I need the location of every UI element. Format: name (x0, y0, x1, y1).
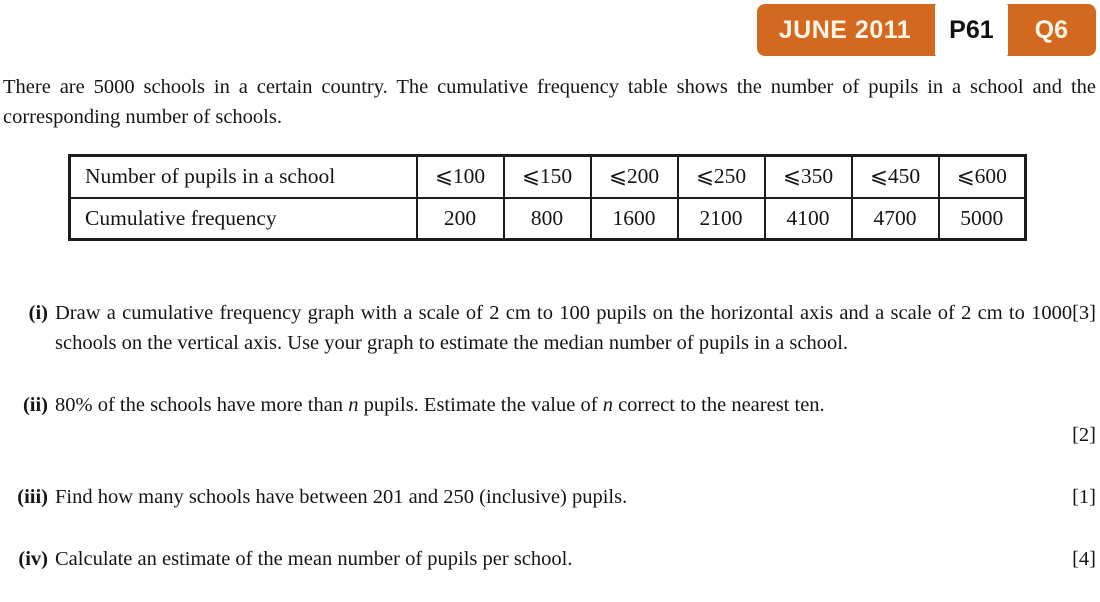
badge-question-label: Q6 (1034, 15, 1068, 44)
part-text: Draw a cumulative frequency graph with a scale of 2 cm to 100 pupils on the horizontal axis and a scale of 2 cm to 1000 schools on the vertical axis. Use your graph to estimate the median number of pupils in a school. (55, 302, 1073, 354)
part-body (55, 544, 1096, 574)
table-cell: 4100 (765, 198, 852, 240)
table-cell: 800 (504, 198, 591, 240)
table-cell: ⩽100 (417, 156, 504, 198)
part-text: 80% of the schools have more than n pupils. Estimate the value of n correct to the nearest ten. (55, 394, 825, 416)
table-cell: 2100 (678, 198, 765, 240)
marks-badge: [4] (1072, 548, 1096, 570)
question-part-ii (0, 390, 1096, 450)
part-text: Find how many schools have between 201 and 250 (inclusive) pupils. (55, 486, 628, 508)
row-header-pupils: Number of pupils in a school (70, 156, 417, 198)
table-cell: ⩽600 (939, 156, 1026, 198)
table-cell: 1600 (591, 198, 678, 240)
part-label: (iv) (18, 548, 48, 570)
badge-session-label: JUNE 2011 (778, 15, 912, 44)
part-label: (iii) (17, 486, 48, 508)
part-body (55, 390, 1096, 450)
intro-paragraph: There are 5000 schools in a certain country. The cumulative frequency table shows the number of pupils in a school and the corresponding number of schools. (3, 76, 1096, 128)
table-cell: ⩽250 (678, 156, 765, 198)
table-row-pupils (70, 156, 1026, 198)
badge-paper-label: P61 (935, 4, 1007, 56)
table-cell: ⩽150 (504, 156, 591, 198)
part-label: (ii) (22, 394, 48, 416)
marks-badge: [2] (1072, 424, 1096, 446)
part-text: Calculate an estimate of the mean number of pupils per school. (55, 548, 573, 570)
marks-badge: [3] (1072, 302, 1096, 324)
session-badge (757, 4, 1096, 56)
table-cell: 4700 (852, 198, 939, 240)
table-cell: 200 (417, 198, 504, 240)
table-row-frequency (70, 198, 1026, 240)
row-header-frequency: Cumulative frequency (70, 198, 417, 240)
table-cell: ⩽450 (852, 156, 939, 198)
marks-badge: [1] (1072, 486, 1096, 508)
part-body (55, 298, 1096, 358)
table-cell: ⩽200 (591, 156, 678, 198)
question-part-iii (0, 482, 1096, 512)
part-label: (i) (28, 302, 48, 324)
question-parts (0, 298, 1096, 602)
cumulative-frequency-table (68, 154, 1027, 241)
table-cell: 5000 (939, 198, 1026, 240)
question-part-i (0, 298, 1096, 358)
table-cell: ⩽350 (765, 156, 852, 198)
question-part-iv (0, 544, 1096, 574)
part-body (55, 482, 1096, 512)
